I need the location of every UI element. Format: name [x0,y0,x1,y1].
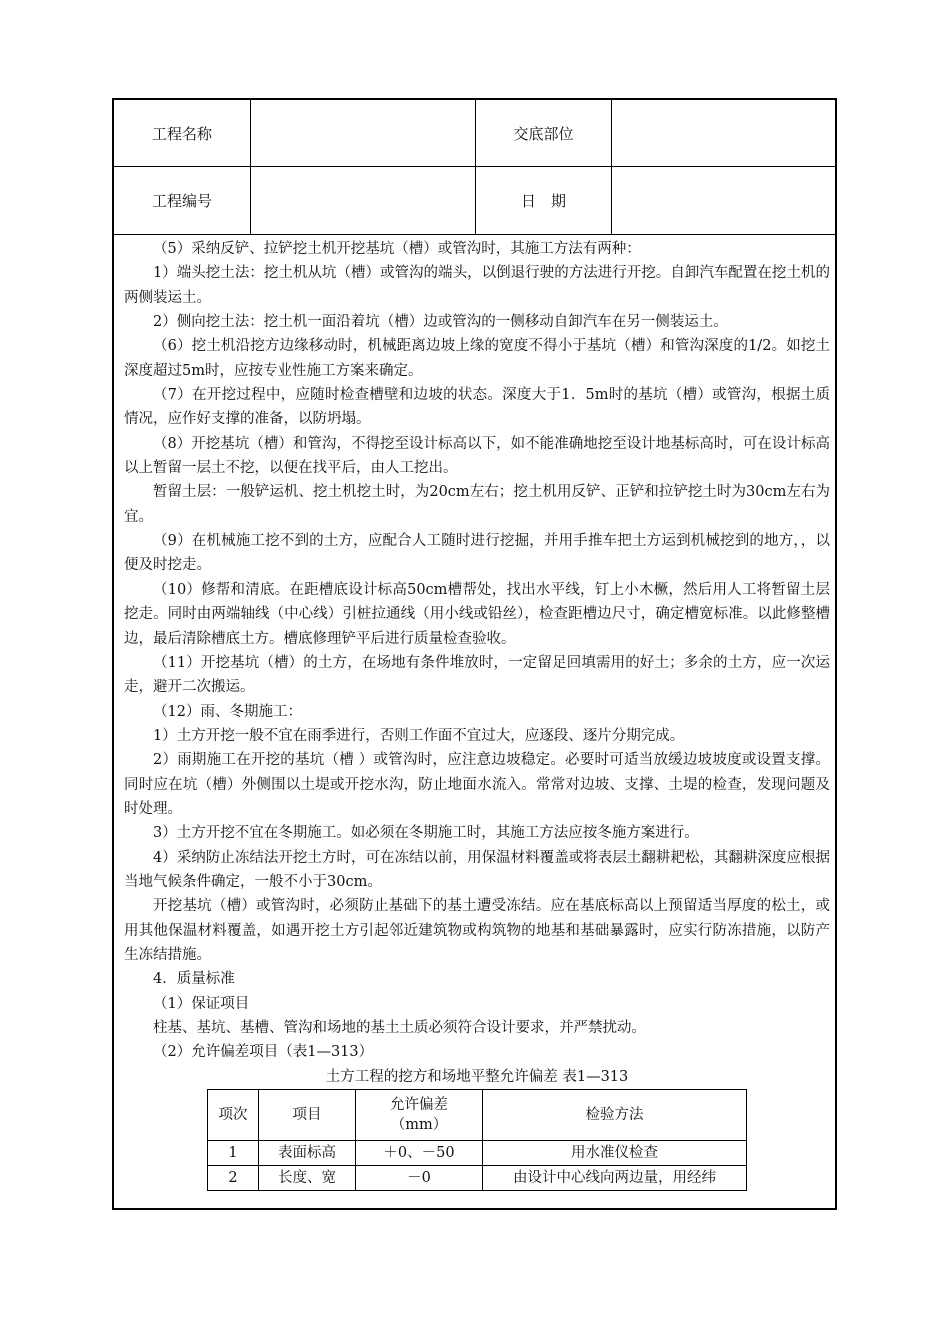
paragraph: 柱基、基坑、基槽、管沟和场地的基土土质必须符合设计要求，并严禁扰动。 [153,1020,646,1036]
paragraph: 3）土方开挖不宜在冬期施工。如必须在冬期施工时，其施工方法应按冬施方案进行。 [153,825,699,842]
paragraph: （5）采纳反铲、拉铲挖土机开挖基坑（槽）或管沟时，其施工方法有两种： [153,241,641,257]
date-label: 日 期 [520,192,566,210]
table-header-cell: 允许偏差 （mm） [356,1089,483,1140]
table-cell: 2 [208,1165,259,1190]
disclosure-part-value [612,100,835,166]
paragraph: 1）土方开挖一般不宜在雨季进行，否则工作面不宜过大，应逐段、逐片分期完成。 [153,727,685,744]
disclosure-part-label: 交底部位 [513,124,574,143]
project-name-value [251,100,475,166]
table-row [208,1165,747,1190]
paragraph: 4）采纳防止冻结法开挖土方时，可在冻结以前，用保温材料覆盖或将表层土翻耕耙松，其翻耕深度应根据当地气候条件确定，一般不小于30cm。 [124,849,830,890]
paragraph: 1）端头挖土法：挖土机从坑（槽）或管沟的端头，以倒退行驶的方法进行开挖。自卸汽车配置在挖土机的两侧装运土。 [124,265,830,306]
subsection-heading: （2）允许偏差项目（表1—313） [153,1044,374,1061]
table-cell: 用水准仪检查 [483,1140,747,1165]
paragraph: （11）开挖基坑（槽）的土方，在场地有条件堆放时，一定留足回填需用的好土；多余的土方，应一次运走，避开二次搬运。 [124,654,830,696]
disclosure-form-frame [112,98,837,1210]
paragraph: （12）雨、冬期施工： [153,703,302,720]
paragraph: 开挖基坑（槽）或管沟时，必须防止基础下的基土遭受冻结。应在基底标高以上预留适当厚度的松土，或用其他保温材料覆盖，如遇开挖土方引起邻近建筑物或构筑物的地基和基础暴露时，应实行防冻措施，以防产生冻结措施。 [124,898,830,963]
project-name-label: 工程名称 [151,124,212,143]
date-value [612,167,835,234]
table-cell: ＋0、－50 [356,1140,483,1165]
table-cell: 长度、宽 [259,1165,356,1190]
paragraph: （7）在开挖过程中，应随时检查槽壁和边坡的状态。深度大于1．5m时的基坑（槽）或管沟，根据土质情况，应作好支撑的准备，以防坍塌。 [124,387,830,428]
section-heading: 4．质量标准 [153,971,235,988]
paragraph: （10）修帮和清底。在距槽底设计标高50cm槽帮处，找出水平线，钉上小木橛，然后用人工将暂留土层挖走。同时由两端轴线（中心线）引桩拉通线（用小线或铅丝），检查距槽边尺寸，确定槽宽标准。以此修整槽边，最后清除槽底土方。槽底修理铲平后进行质量检查验收。 [124,581,830,647]
paragraph: 2）雨期施工在开挖的基坑（槽 ）或管沟时，应注意边坡稳定。必要时可适当放缓边坡坡度或设置支撑。同时应在坑（槽）外侧围以土堤或开挖水沟，防止地面水流入。常常对边坡、支撑、土堤的检查，发现问题及时处理。 [124,752,830,817]
table-cell: 1 [208,1140,259,1165]
subsection-heading: （1）保证项目 [153,995,250,1012]
disclosure-body [124,237,830,1191]
project-no-label: 工程编号 [151,192,212,210]
paragraph: 2）侧向挖土法：挖土机一面沿着坑（槽）边或管沟的一侧移动自卸汽车在另一侧装运土。 [153,314,728,331]
form-header-grid [114,100,835,236]
table-header-cell: 检验方法 [483,1089,747,1140]
table-header-cell: 项次 [208,1089,259,1140]
table-cell: 表面标高 [259,1140,356,1165]
frame-bottom-border [112,1208,837,1210]
table-cell: －0 [356,1165,483,1190]
tolerance-table [207,1089,747,1191]
table-row [208,1140,747,1165]
table-title: 土方工程的挖方和场地平整允许偏差 表1—313 [325,1068,629,1085]
project-no-value [251,167,475,234]
paragraph: （9）在机械施工挖不到的土方，应配合人工随时进行挖掘，并用手推车把土方运到机械挖到的地方，，以便及时挖走。 [124,533,830,574]
paragraph: 暂留土层：一般铲运机、挖土机挖土时，为20cm左右；挖土机用反铲、正铲和拉铲挖土时为30cm左右为宜。 [124,484,830,525]
paragraph: （6）挖土机沿挖方边缘移动时，机械距离边坡上缘的宽度不得小于基坑（槽）和管沟深度的1/2。如挖土深度超过5m时，应按专业性施工方案来确定。 [124,338,830,379]
table-cell: 由设计中心线向两边量，用经纬 [483,1165,747,1190]
table-header-cell: 项目 [259,1089,356,1140]
table-header-row [208,1089,747,1140]
paragraph: （8）开挖基坑（槽）和管沟，不得挖至设计标高以下，如不能准确地挖至设计地基标高时，可在设计标高以上暂留一层土不挖，以便在找平后，由人工挖出。 [124,435,830,477]
